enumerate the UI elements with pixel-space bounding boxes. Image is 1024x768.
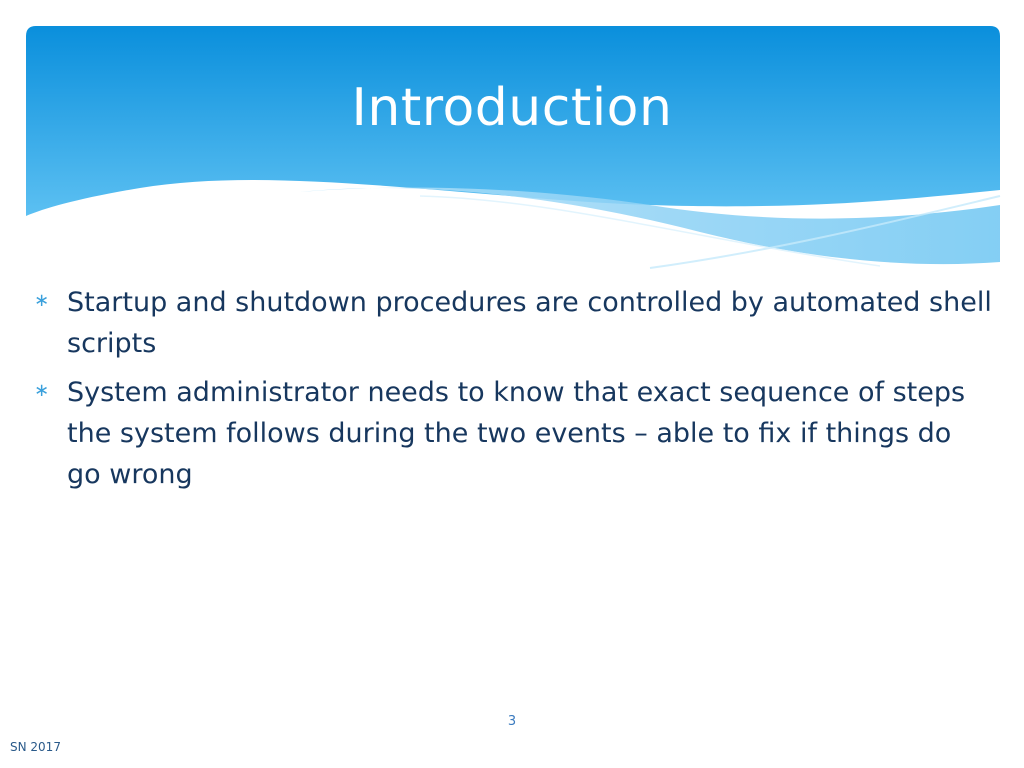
- slide-title: Introduction: [351, 78, 673, 138]
- header-wave-band: [0, 0, 1024, 300]
- bullet-item: [32, 372, 992, 495]
- asterisk-bullet-icon: ∗: [34, 290, 50, 311]
- bullet-list: [32, 282, 992, 503]
- asterisk-bullet-icon: ∗: [34, 380, 50, 401]
- bullet-item: [32, 282, 992, 364]
- page-number: 3: [507, 714, 517, 729]
- bullet-text: System administrator needs to know that exact sequence of steps the system follows during the two events – able to fix if things do go wrong: [67, 377, 966, 490]
- bullet-text: Startup and shutdown procedures are controlled by automated shell scripts: [67, 287, 992, 359]
- footer-note: SN 2017: [10, 740, 61, 754]
